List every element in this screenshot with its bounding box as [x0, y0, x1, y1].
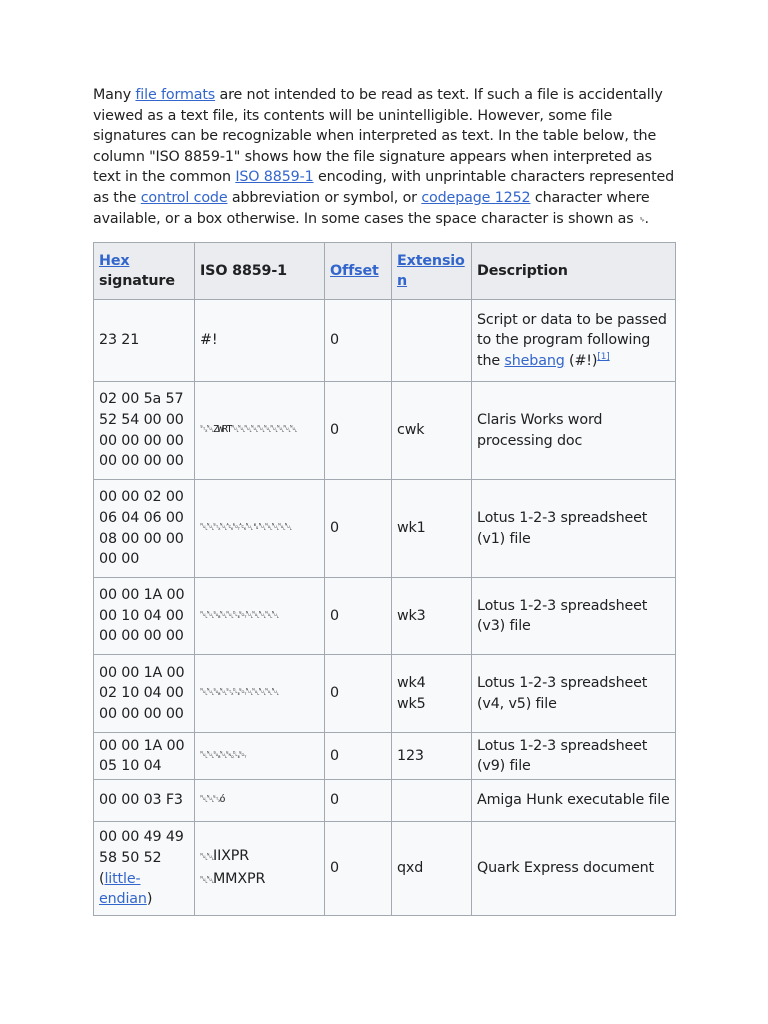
intro-text: Many: [93, 87, 136, 103]
cell-hex: 02 00 5a 57 52 54 00 00 00 00 00 00 00 00 00 00: [94, 382, 195, 480]
offset-link[interactable]: Offset: [330, 262, 379, 279]
cell-offset: 0: [325, 480, 392, 578]
header-description: Description: [472, 243, 676, 300]
cell-extension: qxd: [392, 822, 472, 916]
cell-iso: ␀␀␚␀␂␐␄␀␀␀␀␀: [195, 655, 325, 733]
little-endian-link[interactable]: little-endian: [99, 870, 147, 908]
cell-offset: 0: [325, 780, 392, 822]
control-chars: ␀␀: [200, 874, 213, 886]
file-formats-link[interactable]: file formats: [135, 87, 216, 103]
cell-iso: ␀␀␂␀␆␄␆␀␈␀␀␀␀␀: [195, 480, 325, 578]
extension-link[interactable]: Extension: [397, 252, 465, 290]
control-chars: ␀␀: [200, 852, 213, 864]
cell-extension: 123: [392, 733, 472, 780]
table-row: [94, 578, 676, 655]
article-content: [93, 85, 675, 916]
cell-offset: 0: [325, 578, 392, 655]
header-label: signature: [99, 273, 175, 290]
table-row: [94, 822, 676, 916]
table-row: [94, 300, 676, 382]
codepage-1252-link[interactable]: codepage 1252: [421, 189, 531, 206]
table-row: [94, 733, 676, 780]
cell-extension: cwk: [392, 382, 472, 480]
cell-description: Amiga Hunk executable file: [472, 780, 676, 822]
cell-offset: 0: [325, 655, 392, 733]
table-header-row: [94, 243, 676, 300]
cell-offset: 0: [325, 733, 392, 780]
intro-text: encoding, with unprintable characters represented as the: [93, 169, 675, 206]
header-iso: ISO 8859-1: [195, 243, 325, 300]
file-signature-table: [93, 242, 676, 916]
cell-description: Lotus 1-2-3 spreadsheet (v4, v5) file: [472, 655, 676, 733]
cell-description: Lotus 1-2-3 spreadsheet (v1) file: [472, 480, 676, 578]
cell-iso: #!: [195, 300, 325, 382]
cell-hex: [94, 822, 195, 916]
header-extension: [392, 243, 472, 300]
intro-paragraph: [93, 85, 675, 231]
reference-link[interactable]: [1]: [597, 352, 610, 363]
cell-iso: ␀␀␚␀␀␐␄␀␀␀␀␀: [195, 578, 325, 655]
cell-hex: 00 00 1A 00 00 10 04 00 00 00 00 00: [94, 578, 195, 655]
header-hex-signature: [94, 243, 195, 300]
intro-text: character where available, or a box otherwise. In some cases the space character is shown as: [93, 189, 650, 227]
cell-hex: 00 00 02 00 06 04 06 00 08 00 00 00 00 00: [94, 480, 195, 578]
shebang-link[interactable]: shebang: [504, 352, 565, 369]
iso-text: MMXPR: [213, 870, 266, 887]
iso-8859-1-link[interactable]: ISO 8859-1: [235, 169, 314, 186]
cell-hex: 00 00 1A 00 02 10 04 00 00 00 00 00: [94, 655, 195, 733]
cell-offset: 0: [325, 300, 392, 382]
desc-text: (#!): [564, 352, 598, 369]
intro-text: abbreviation or symbol, or: [227, 189, 422, 206]
iso-line: [200, 869, 319, 892]
space-symbol: ␠: [637, 214, 645, 226]
intro-text: are not intended to be read as text. If such a file is accidentally viewed as a text file, its contents will be unintelligible. However, some file signatures can be recognizable when interpreted as text. In the table below, the column "ISO 8859-1" shows how the file signature appears when interpreted as text in the common: [93, 87, 663, 186]
table-row: [94, 655, 676, 733]
cell-extension: [392, 780, 472, 822]
hex-text: ): [146, 891, 153, 908]
cell-iso: ␀␀␚␀␅␐␄: [195, 733, 325, 780]
table-row: [94, 480, 676, 578]
iso-text: IIXPR: [213, 848, 250, 865]
cell-offset: 0: [325, 382, 392, 480]
table-row: [94, 780, 676, 822]
cell-description: Quark Express document: [472, 822, 676, 916]
cell-hex: 00 00 1A 00 05 10 04: [94, 733, 195, 780]
cell-hex: 23 21: [94, 300, 195, 382]
hex-link[interactable]: Hex: [99, 252, 130, 269]
cell-offset: 0: [325, 822, 392, 916]
desc-text: Script or data to be passed to the program following the: [477, 311, 667, 369]
cell-extension: wk4 wk5: [392, 655, 472, 733]
header-offset: [325, 243, 392, 300]
control-code-link[interactable]: control code: [140, 189, 228, 206]
cell-description: Claris Works word processing doc: [472, 382, 676, 480]
cell-iso: ␂␀ZWRT␀␀␀␀␀␀␀␀␀␀: [195, 382, 325, 480]
cell-iso: ␀␀␃ó: [195, 780, 325, 822]
cell-hex: 00 00 03 F3: [94, 780, 195, 822]
iso-line: [200, 846, 319, 869]
cell-extension: wk3: [392, 578, 472, 655]
cell-description: Lotus 1-2-3 spreadsheet (v9) file: [472, 733, 676, 780]
cell-description: Lotus 1-2-3 spreadsheet (v3) file: [472, 578, 676, 655]
table-row: [94, 382, 676, 480]
hex-text: 00 00 49 49 58 50 52 (: [99, 829, 184, 887]
cell-extension: wk1: [392, 480, 472, 578]
cell-description: [472, 300, 676, 382]
cell-iso: [195, 822, 325, 916]
cell-extension: [392, 300, 472, 382]
intro-text: .: [644, 210, 649, 227]
